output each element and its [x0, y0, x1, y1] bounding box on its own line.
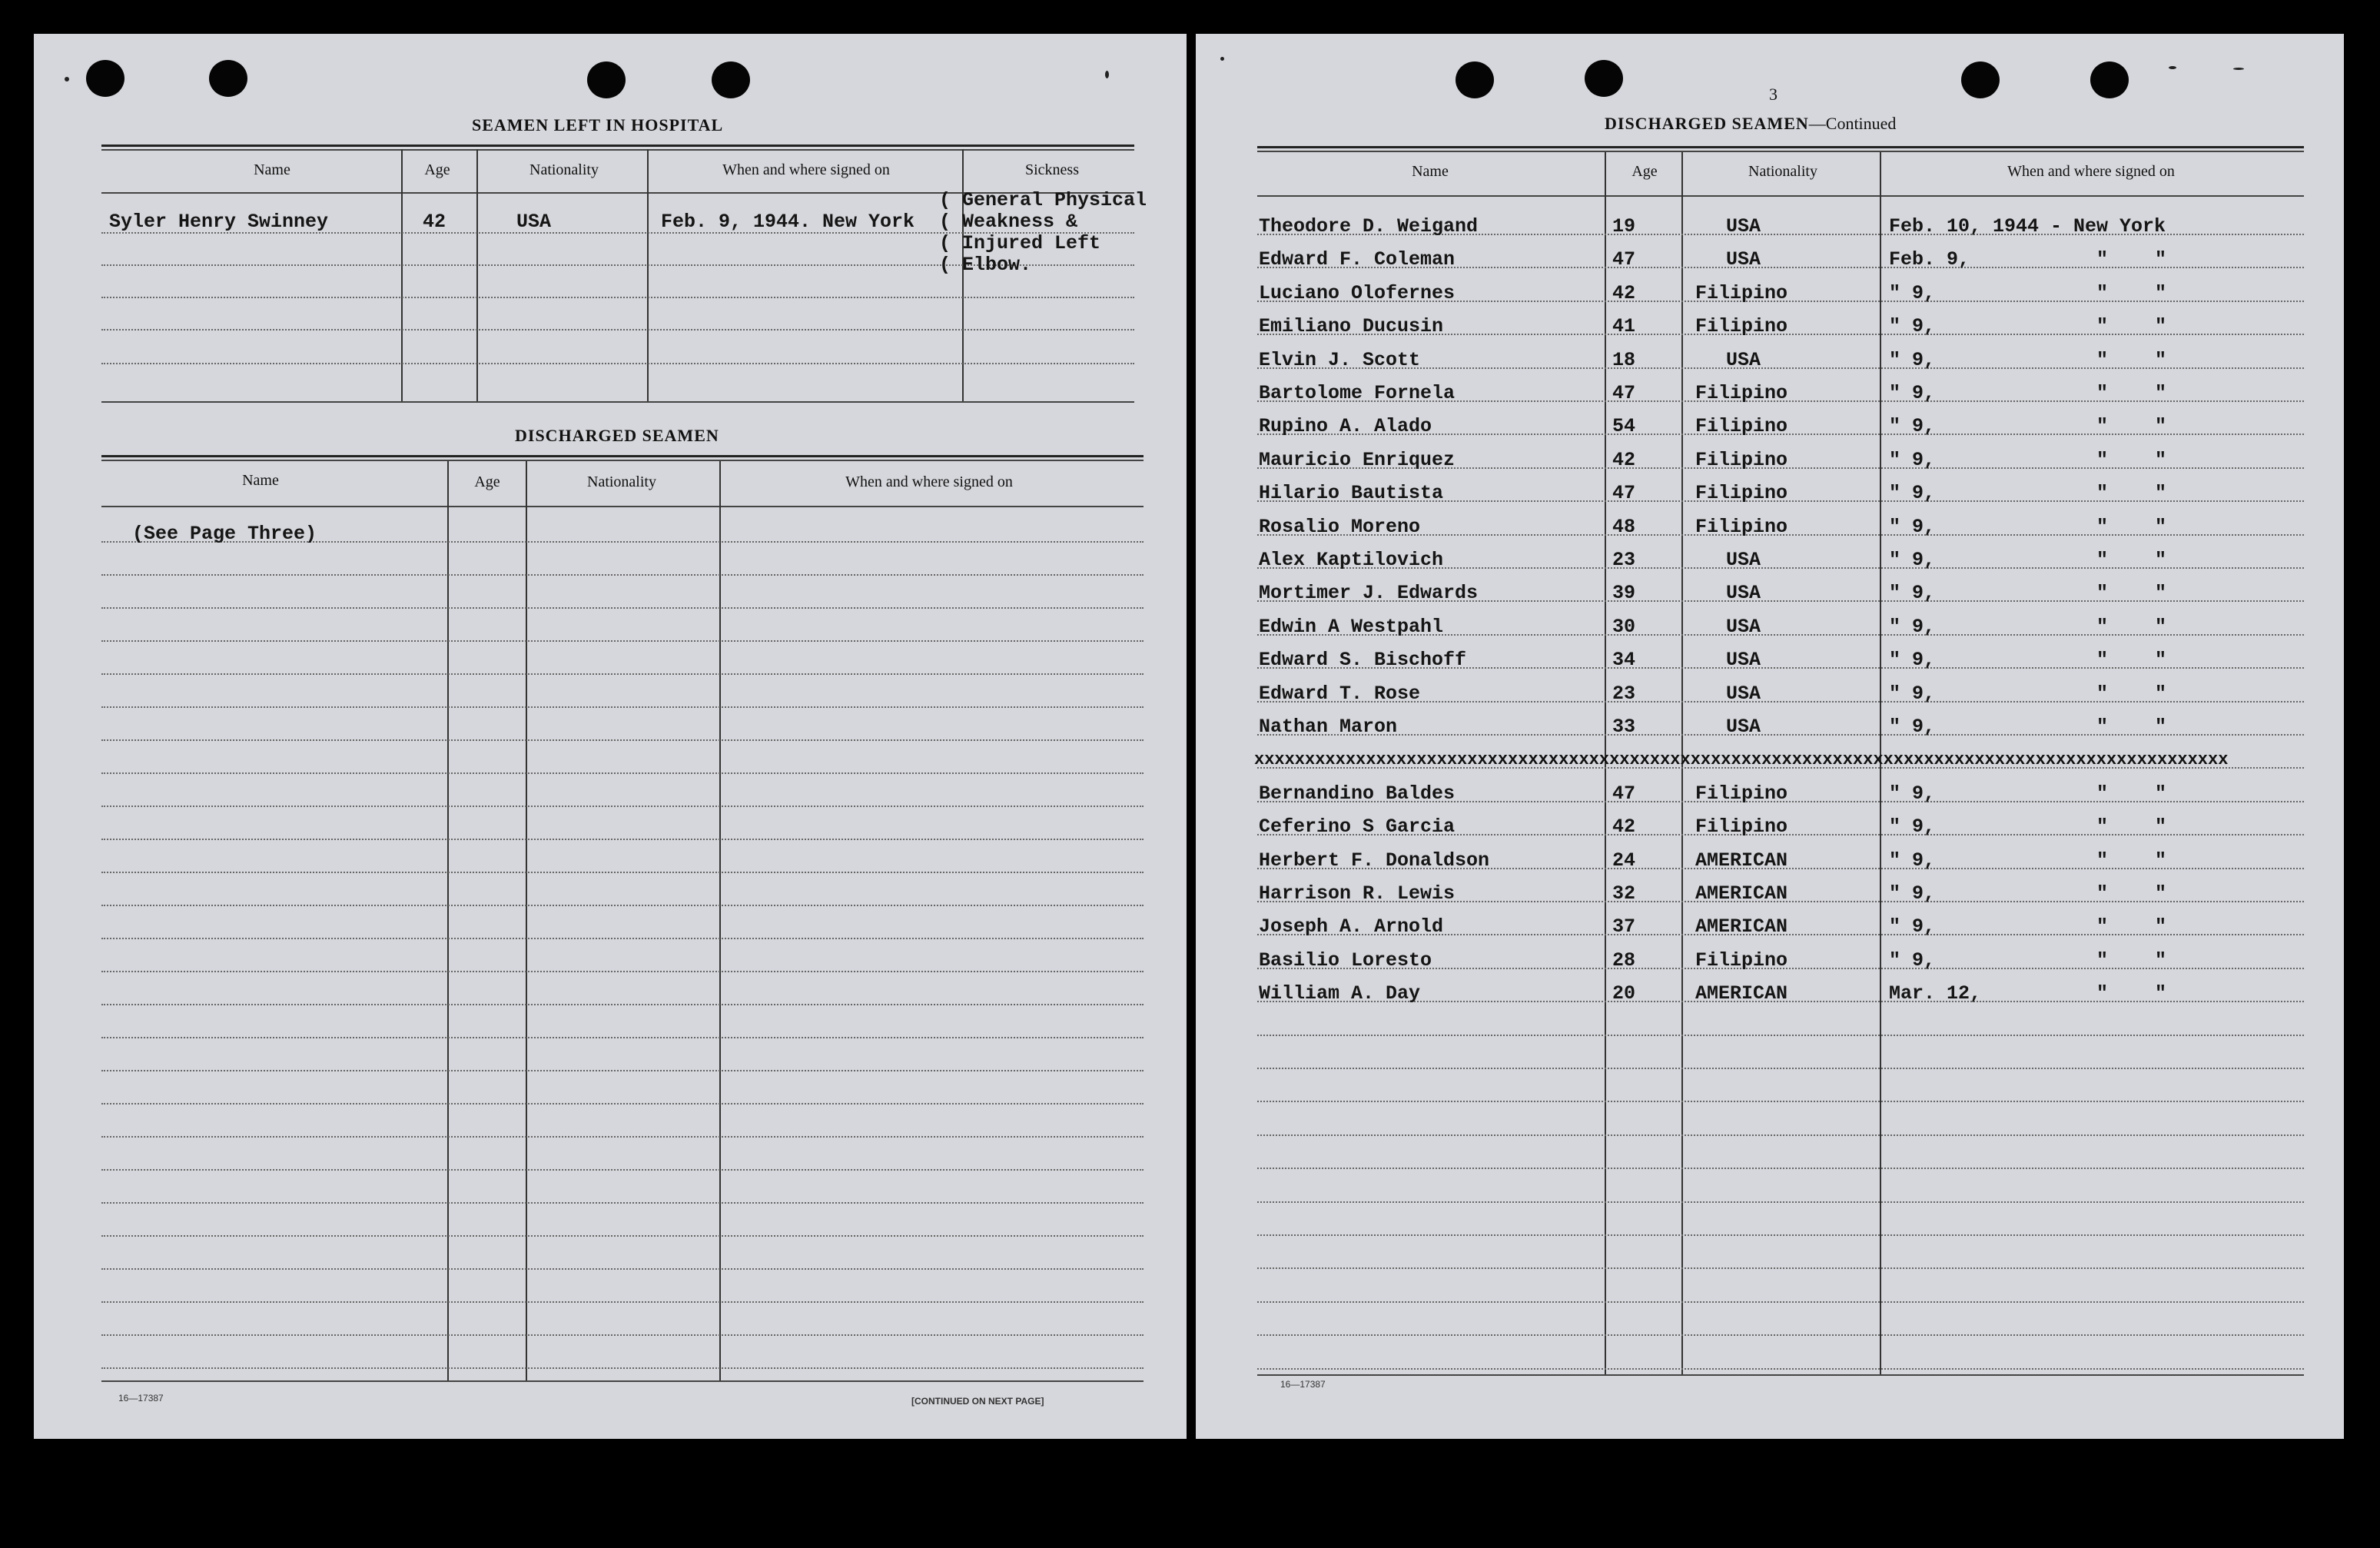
seaman-nationality: USA — [1726, 215, 1761, 238]
seaman-age: 30 — [1612, 616, 1636, 638]
row-line — [1257, 1168, 2304, 1169]
seaman-nationality: Filipino — [1695, 949, 1788, 972]
row-line — [101, 1037, 1144, 1038]
seaman-name: Edward T. Rose — [1259, 683, 1421, 705]
ditto-mark: " — [2155, 949, 2167, 972]
ditto-mark: " — [2155, 915, 2167, 938]
ditto-mark: " — [2096, 415, 2109, 437]
seaman-nationality: AMERICAN — [1695, 849, 1788, 872]
column-divider — [526, 461, 527, 1380]
ditto-mark: " — [2096, 582, 2109, 604]
row-line — [101, 938, 1144, 939]
row-line — [1257, 1134, 2304, 1136]
row-line — [101, 1235, 1144, 1237]
row-line — [101, 706, 1144, 708]
column-header-sickness: Sickness — [1025, 161, 1079, 178]
ditto-mark: " — [2096, 882, 2109, 905]
seaman-age: 33 — [1612, 716, 1636, 738]
seaman-age: 47 — [1612, 782, 1636, 805]
column-header-name: Name — [242, 472, 279, 489]
ditto-mark: " — [2096, 616, 2109, 638]
row-line — [101, 673, 1144, 675]
ditto-mark: " — [2096, 782, 2109, 805]
sickness-line: ( Elbow. — [939, 254, 1032, 276]
ditto-mark: " — [2096, 482, 2109, 504]
seaman-name: Theodore D. Weigand — [1259, 215, 1479, 238]
row-line — [101, 872, 1144, 873]
seaman-name: Hilario Bautista — [1259, 482, 1444, 504]
see-page-note: (See Page Three) — [132, 523, 317, 545]
column-divider — [476, 149, 478, 403]
seaman-name: Herbert F. Donaldson — [1259, 849, 1490, 872]
row-line — [101, 1301, 1144, 1303]
signed-on-date: " 9, — [1889, 915, 1936, 938]
column-divider — [401, 149, 403, 403]
seaman-age: 24 — [1612, 849, 1636, 872]
signed-on-date: " 9, — [1889, 549, 1936, 571]
punch-hole — [1961, 61, 2000, 98]
signed-on-date: " 9, — [1889, 415, 1936, 437]
table-rule — [101, 149, 1134, 151]
signed-on-date: " 9, — [1889, 382, 1936, 404]
row-line — [101, 1202, 1144, 1204]
signed-on-date: Feb. 10, 1944 - New York — [1889, 215, 2166, 238]
column-header-name: Name — [254, 161, 290, 178]
ditto-mark: " — [2155, 516, 2167, 538]
page-number: 3 — [1769, 85, 1778, 104]
signed-on-date: " 9, — [1889, 782, 1936, 805]
signed-on-date: " 9, — [1889, 582, 1936, 604]
row-line — [1257, 1301, 2304, 1303]
seaman-age: 42 — [1612, 816, 1636, 838]
table-rule — [101, 145, 1134, 147]
row-line — [101, 905, 1144, 906]
signed-on-date: " 9, — [1889, 516, 1936, 538]
column-divider — [719, 461, 721, 1380]
seaman-nationality: USA — [1726, 549, 1761, 571]
row-line — [1257, 1035, 2304, 1036]
row-line — [1257, 1068, 2304, 1069]
column-header-nationality: Nationality — [1748, 163, 1817, 180]
signed-on-date: Mar. 12, — [1889, 982, 1982, 1005]
seaman-name: Basilio Loresto — [1259, 949, 1432, 972]
ditto-mark: " — [2096, 282, 2109, 304]
row-line — [101, 607, 1144, 609]
speck — [65, 77, 69, 81]
seaman-name: Emiliano Ducusin — [1259, 315, 1444, 337]
hospital-nationality: USA — [516, 211, 552, 233]
punch-hole — [712, 61, 750, 98]
seaman-name: Mauricio Enriquez — [1259, 449, 1456, 471]
seaman-age: 37 — [1612, 915, 1636, 938]
row-line — [101, 1169, 1144, 1171]
signed-on-date: " 9, — [1889, 282, 1936, 304]
row-line — [101, 640, 1144, 642]
column-divider — [447, 461, 449, 1380]
row-line — [1257, 1201, 2304, 1203]
signed-on-date: " 9, — [1889, 649, 1936, 671]
seaman-age: 48 — [1612, 516, 1636, 538]
seaman-name: Luciano Olofernes — [1259, 282, 1456, 304]
seaman-age: 47 — [1612, 482, 1636, 504]
seaman-name: Elvin J. Scott — [1259, 349, 1421, 371]
ditto-mark: " — [2155, 683, 2167, 705]
row-line — [101, 971, 1144, 972]
seaman-age: 19 — [1612, 215, 1636, 238]
table-rule — [1257, 151, 2304, 152]
sickness-line: ( Weakness & — [939, 211, 1078, 233]
seaman-age: 47 — [1612, 382, 1636, 404]
ditto-mark: " — [2155, 816, 2167, 838]
row-line — [101, 1334, 1144, 1336]
ditto-mark: " — [2155, 549, 2167, 571]
ditto-mark: " — [2155, 616, 2167, 638]
signed-on-date: " 9, — [1889, 849, 1936, 872]
ditto-mark: " — [2096, 349, 2109, 371]
ditto-mark: " — [2096, 683, 2109, 705]
seaman-nationality: Filipino — [1695, 415, 1788, 437]
seaman-name: Bernandino Baldes — [1259, 782, 1456, 805]
seaman-nationality: USA — [1726, 248, 1761, 271]
table-rule — [101, 455, 1144, 457]
seaman-name: Harrison R. Lewis — [1259, 882, 1456, 905]
signed-on-date: " 9, — [1889, 616, 1936, 638]
struck-out-row: xxxxxxxxxxxxxxxxxxxxxxxxxxxxxxxxxxxxxxxxxxxxxxxxxxxxxxxxxxxxxxxxxxxxxxxxxxxxxxxxxxxxxxxxxxxxxxxx — [1254, 750, 2229, 769]
ditto-mark: " — [2155, 716, 2167, 738]
column-header-signed-on: When and where signed on — [845, 473, 1013, 490]
form-number: 16—17387 — [118, 1393, 164, 1403]
ditto-mark: " — [2155, 248, 2167, 271]
ditto-mark: " — [2096, 649, 2109, 671]
ditto-mark: " — [2155, 449, 2167, 471]
row-line — [101, 1004, 1144, 1005]
column-header-name: Name — [1412, 163, 1449, 180]
ditto-mark: " — [2096, 248, 2109, 271]
signed-on-date: " 9, — [1889, 482, 1936, 504]
row-line — [101, 806, 1144, 807]
seaman-name: Alex Kaptilovich — [1259, 549, 1444, 571]
column-header-nationality: Nationality — [587, 473, 656, 490]
signed-on-date: " 9, — [1889, 949, 1936, 972]
speck — [2169, 66, 2176, 69]
sickness-line: ( Injured Left — [939, 232, 1101, 254]
seaman-nationality: AMERICAN — [1695, 915, 1788, 938]
seaman-age: 39 — [1612, 582, 1636, 604]
hospital-section-title: SEAMEN LEFT IN HOSPITAL — [472, 115, 724, 135]
ditto-mark: " — [2155, 315, 2167, 337]
seaman-nationality: USA — [1726, 582, 1761, 604]
seaman-nationality: Filipino — [1695, 482, 1788, 504]
row-line — [101, 1367, 1144, 1369]
seaman-name: Rupino A. Alado — [1259, 415, 1432, 437]
seaman-nationality: Filipino — [1695, 449, 1788, 471]
seaman-age: 54 — [1612, 415, 1636, 437]
column-header-nationality: Nationality — [529, 161, 599, 178]
row-line — [101, 1070, 1144, 1071]
seaman-age: 28 — [1612, 949, 1636, 972]
column-header-age: Age — [474, 473, 500, 490]
punch-hole — [86, 60, 124, 97]
seaman-nationality: Filipino — [1695, 516, 1788, 538]
ditto-mark: " — [2155, 482, 2167, 504]
row-line — [101, 1268, 1144, 1270]
ditto-mark: " — [2096, 549, 2109, 571]
form-number: 16—17387 — [1280, 1379, 1326, 1390]
seaman-name: Mortimer J. Edwards — [1259, 582, 1479, 604]
column-header-signed-on: When and where signed on — [722, 161, 890, 178]
row-line — [101, 363, 1134, 364]
column-divider — [647, 149, 649, 403]
column-divider — [962, 149, 964, 403]
row-line — [1257, 1234, 2304, 1236]
ditto-mark: " — [2155, 382, 2167, 404]
seaman-age: 47 — [1612, 248, 1636, 271]
title-text: DISCHARGED SEAMEN — [1605, 114, 1809, 133]
seaman-age: 18 — [1612, 349, 1636, 371]
seaman-age: 42 — [1612, 282, 1636, 304]
seaman-name: Joseph A. Arnold — [1259, 915, 1444, 938]
left-page — [34, 34, 1187, 1439]
punch-hole — [1585, 60, 1623, 97]
seaman-age: 42 — [1612, 449, 1636, 471]
seaman-nationality: AMERICAN — [1695, 882, 1788, 905]
punch-hole — [587, 61, 626, 98]
row-line — [101, 574, 1144, 576]
row-line — [101, 297, 1134, 298]
ditto-mark: " — [2096, 816, 2109, 838]
seaman-age: 32 — [1612, 882, 1636, 905]
row-line — [101, 1136, 1144, 1138]
seaman-nationality: Filipino — [1695, 315, 1788, 337]
seaman-name: Rosalio Moreno — [1259, 516, 1421, 538]
seaman-age: 41 — [1612, 315, 1636, 337]
column-header-age: Age — [424, 161, 450, 178]
seaman-name: Bartolome Fornela — [1259, 382, 1456, 404]
seaman-age: 20 — [1612, 982, 1636, 1005]
seaman-nationality: AMERICAN — [1695, 982, 1788, 1005]
discharged-section-title: DISCHARGED SEAMEN — [515, 426, 719, 445]
ditto-mark: " — [2096, 382, 2109, 404]
punch-hole — [209, 60, 247, 97]
ditto-mark: " — [2096, 949, 2109, 972]
ditto-mark: " — [2155, 782, 2167, 805]
seaman-name: William A. Day — [1259, 982, 1421, 1005]
ditto-mark: " — [2155, 649, 2167, 671]
row-line — [1257, 1267, 2304, 1269]
row-line — [1257, 1368, 2304, 1370]
seaman-name: Nathan Maron — [1259, 716, 1398, 738]
seaman-nationality: Filipino — [1695, 282, 1788, 304]
seaman-age: 23 — [1612, 549, 1636, 571]
seaman-age: 23 — [1612, 683, 1636, 705]
signed-on-date: Feb. 9, — [1889, 248, 1970, 271]
sickness-line: ( General Physical — [939, 189, 1147, 211]
discharged-continued-title — [1605, 114, 1896, 134]
seaman-nationality: USA — [1726, 716, 1761, 738]
table-rule — [101, 460, 1144, 461]
table-rule — [101, 1380, 1144, 1382]
punch-hole — [1456, 61, 1494, 98]
row-line — [1257, 1101, 2304, 1102]
table-rule — [1257, 1374, 2304, 1376]
ditto-mark: " — [2155, 349, 2167, 371]
ditto-mark: " — [2155, 282, 2167, 304]
signed-on-date: " 9, — [1889, 349, 1936, 371]
hospital-age: 42 — [423, 211, 446, 233]
continued-note: [CONTINUED ON NEXT PAGE] — [911, 1396, 1044, 1407]
punch-hole — [2090, 61, 2129, 98]
speck — [1105, 71, 1109, 78]
seaman-name: Ceferino S Garcia — [1259, 816, 1456, 838]
seaman-name: Edward S. Bischoff — [1259, 649, 1467, 671]
row-line — [1257, 734, 2304, 736]
table-rule — [101, 401, 1134, 403]
row-line — [101, 739, 1144, 741]
seaman-nationality: USA — [1726, 349, 1761, 371]
seaman-nationality: USA — [1726, 649, 1761, 671]
ditto-mark: " — [2096, 449, 2109, 471]
column-header-signed-on: When and where signed on — [2007, 163, 2175, 180]
hospital-signed-on: Feb. 9, 1944. New York — [661, 211, 915, 233]
title-suffix: —Continued — [1808, 114, 1897, 133]
row-line — [101, 329, 1134, 331]
right-page — [1196, 34, 2344, 1439]
table-rule — [1257, 195, 2304, 197]
seaman-nationality: Filipino — [1695, 782, 1788, 805]
row-line — [101, 772, 1144, 774]
signed-on-date: " 9, — [1889, 315, 1936, 337]
ditto-mark: " — [2096, 849, 2109, 872]
row-line — [1257, 1334, 2304, 1336]
ditto-mark: " — [2155, 849, 2167, 872]
signed-on-date: " 9, — [1889, 882, 1936, 905]
hospital-name: Syler Henry Swinney — [109, 211, 329, 233]
signed-on-date: " 9, — [1889, 449, 1936, 471]
seaman-name: Edward F. Coleman — [1259, 248, 1456, 271]
column-header-age: Age — [1631, 163, 1658, 180]
seaman-nationality: Filipino — [1695, 382, 1788, 404]
ditto-mark: " — [2155, 882, 2167, 905]
seaman-nationality: USA — [1726, 683, 1761, 705]
seaman-nationality: USA — [1726, 616, 1761, 638]
signed-on-date: " 9, — [1889, 683, 1936, 705]
table-rule — [1257, 146, 2304, 148]
seaman-age: 34 — [1612, 649, 1636, 671]
table-rule — [101, 506, 1144, 507]
row-line — [101, 839, 1144, 840]
ditto-mark: " — [2155, 582, 2167, 604]
ditto-mark: " — [2155, 982, 2167, 1005]
speck — [2233, 68, 2244, 70]
ditto-mark: " — [2155, 415, 2167, 437]
row-line — [101, 1103, 1144, 1105]
seaman-name: Edwin A Westpahl — [1259, 616, 1444, 638]
ditto-mark: " — [2096, 716, 2109, 738]
speck — [1220, 57, 1224, 61]
ditto-mark: " — [2096, 516, 2109, 538]
ditto-mark: " — [2096, 915, 2109, 938]
ditto-mark: " — [2096, 315, 2109, 337]
signed-on-date: " 9, — [1889, 716, 1936, 738]
signed-on-date: " 9, — [1889, 816, 1936, 838]
seaman-nationality: Filipino — [1695, 816, 1788, 838]
ditto-mark: " — [2096, 982, 2109, 1005]
